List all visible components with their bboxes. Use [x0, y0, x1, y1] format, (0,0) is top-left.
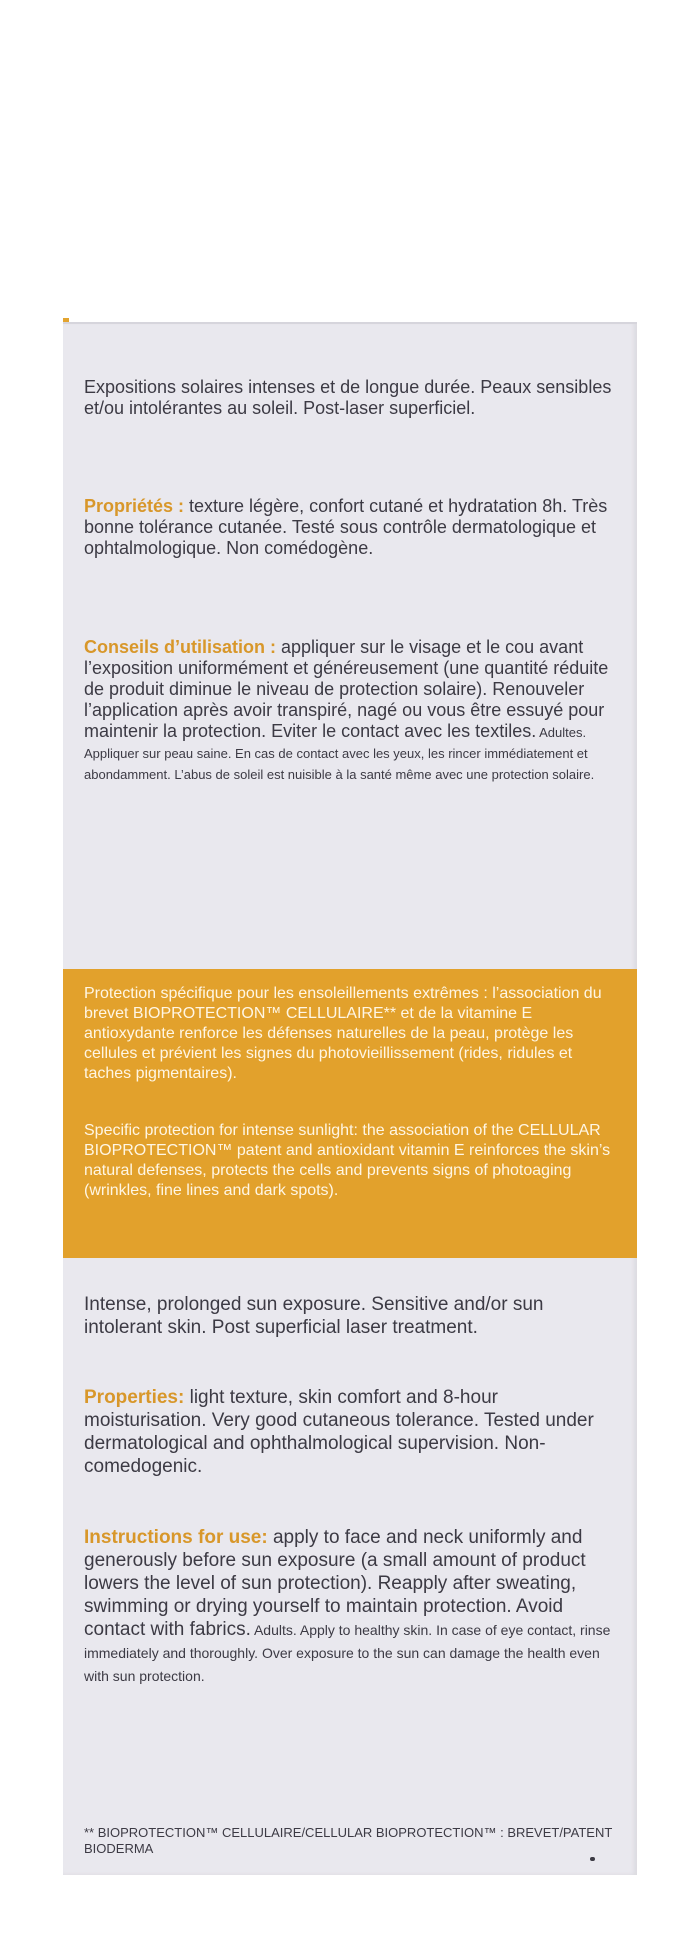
- fr-properties-label: Propriétés :: [84, 496, 185, 516]
- en-usage: [84, 1526, 612, 1687]
- fr-usage-small: Adultes. Appliquer sur peau saine. En cas de contact avec les yeux, les rincer immédiatement et abondamment. L’abus de soleil est nuisible à la santé même avec une protection solaire.: [84, 725, 595, 782]
- en-properties-text: light texture, skin comfort and 8-hour moisturisation. Very good cutaneous tolerance. Tested under dermatological and ophthalmological supervision. Non-comedogenic.: [84, 1387, 594, 1477]
- band-fr-text: Protection spécifique pour les ensoleillements extrêmes : l’association du brevet BIOPROTECTION™ CELLULAIRE** et de la vitamine E antioxydante renforce les défenses naturelles de la peau, protège les cellules et prévient les signes du photovieillissement (rides, ridules et taches pigmentaires).: [84, 985, 602, 1082]
- en-usage-small: Adults. Apply to healthy skin. In case of eye contact, rinse immediately and thoroughly. Over exposure to the sun can damage the health even with sun protection.: [84, 1622, 611, 1684]
- en-properties-label: Properties:: [84, 1387, 185, 1408]
- highlight-band: [63, 969, 637, 1258]
- fr-usage-label: Conseils d’utilisation :: [84, 637, 277, 657]
- fr-indications: Expositions solaires intenses et de longue durée. Peaux sensibles et/ou intolérantes au soleil. Post-laser superficiel.: [84, 377, 612, 418]
- fr-usage-text: appliquer sur le visage et le cou avant l’exposition uniformément et généreusement (une quantité réduite de produit diminue le niveau de protection solaire). Renouveler l’application après avoir transpiré, nagé ou vous être essuyé pour maintenir la protection. Eviter le contact avec les textiles.: [84, 637, 609, 741]
- fr-usage: [84, 637, 612, 784]
- en-usage-text: apply to face and neck uniformly and generously before sun exposure (a small amount of product lowers the level of sun protection). Reapply after sweating, swimming or drying yourself to maintain protection. Avoid contact with fabrics.: [84, 1527, 586, 1640]
- en-properties: [84, 1386, 612, 1478]
- patent-footnote: ** BIOPROTECTION™ CELLULAIRE/CELLULAR BIOPROTECTION™ : BREVET/PATENT BIODERMA: [84, 1825, 613, 1856]
- fr-properties: [84, 496, 612, 559]
- band-en-text: Specific protection for intense sunlight: the association of the CELLULAR BIOPROTECTION™ patent and antioxidant vitamin E reinforces the skin’s natural defenses, protects the cells and prevents signs of photoaging (wrinkles, fine lines and dark spots).: [84, 1122, 611, 1199]
- fr-properties-text: texture légère, confort cutané et hydratation 8h. Très bonne tolérance cutanée. Testé sous contrôle dermatologique et ophtalmologique. Non comédogène.: [84, 496, 608, 558]
- box-top-edge: [63, 322, 637, 324]
- print-dot: [590, 1857, 595, 1861]
- en-usage-label: Instructions for use:: [84, 1527, 268, 1548]
- en-indications: Intense, prolonged sun exposure. Sensitive and/or sun intolerant skin. Post superficial laser treatment.: [84, 1294, 544, 1338]
